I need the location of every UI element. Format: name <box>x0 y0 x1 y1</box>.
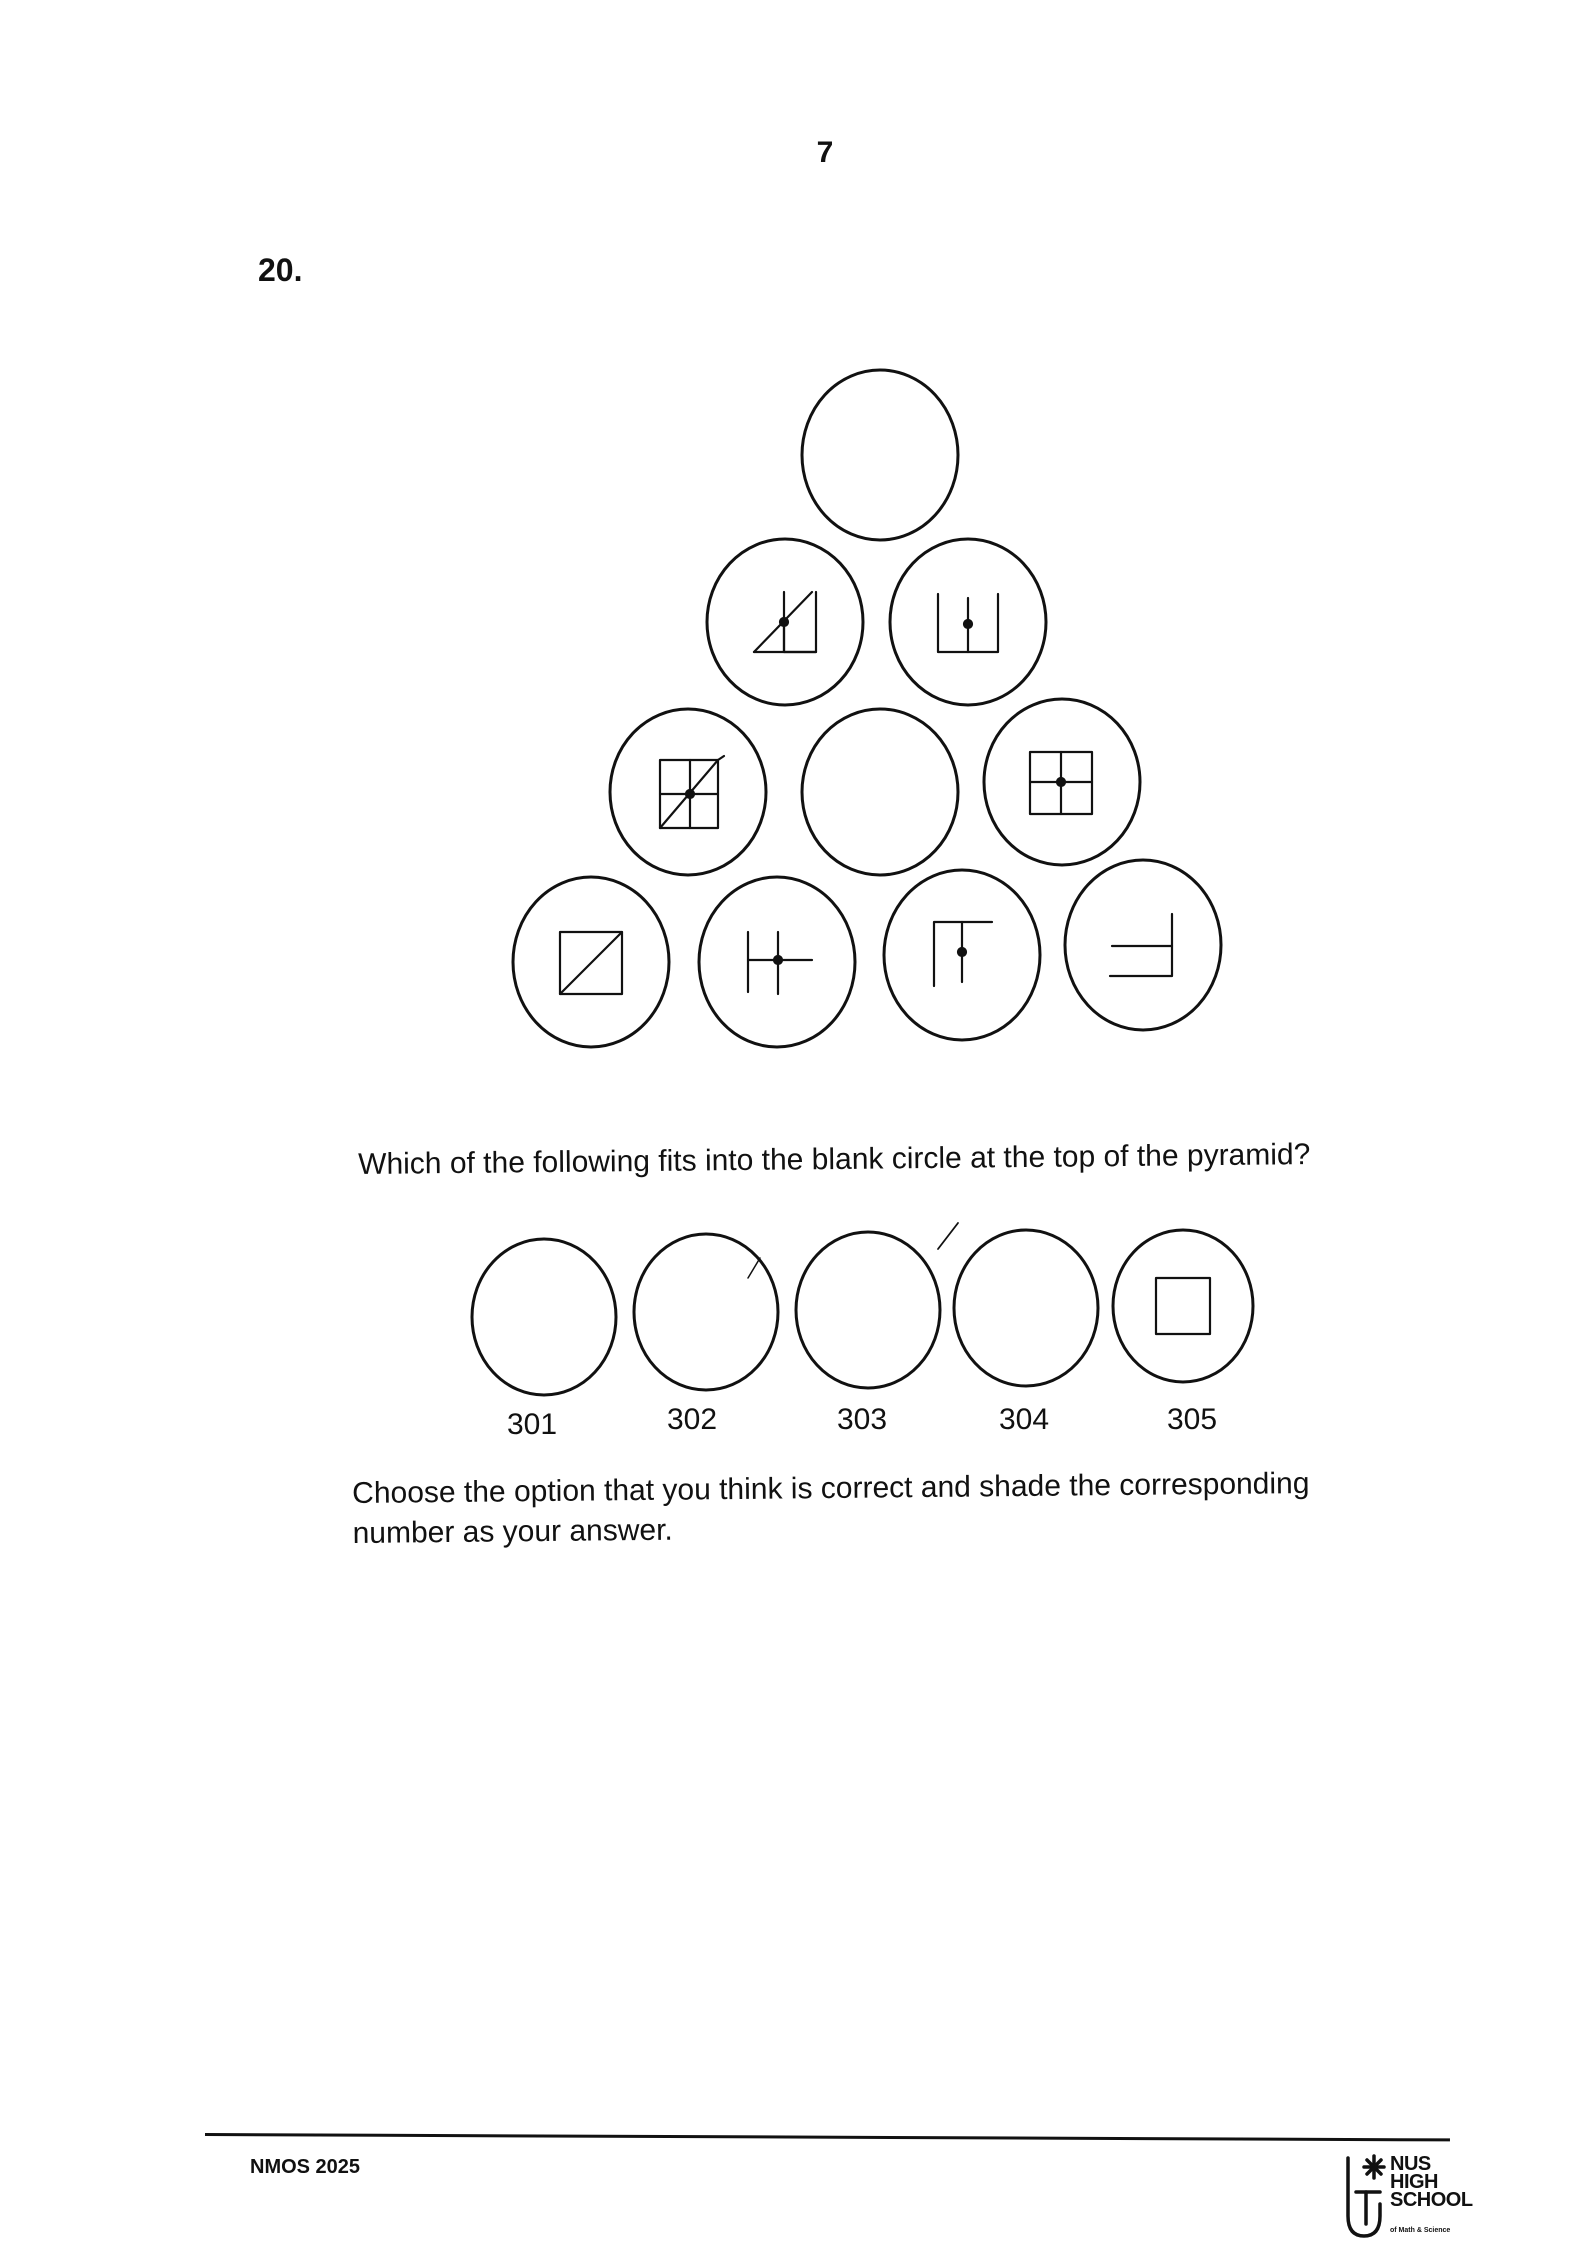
logo-text-line-3: SCHOOL <box>1390 2189 1473 2211</box>
option-label-302[interactable]: 302 <box>666 1403 718 1436</box>
school-logo <box>1340 2150 1480 2242</box>
pyramid-circle-middle-blank <box>802 709 958 875</box>
question-number: 20. <box>258 252 303 288</box>
dot-icon <box>1057 778 1065 786</box>
dot-icon <box>964 620 972 628</box>
dot-icon <box>958 948 966 956</box>
pyramid-circle-top-blank <box>802 370 958 540</box>
slash-mark <box>938 1223 958 1249</box>
four-quadrant-symbol <box>1030 752 1092 814</box>
open-bottom-box-symbol <box>934 922 992 986</box>
square-diagonal-symbol <box>560 932 622 994</box>
dot-icon <box>774 956 782 964</box>
pyramid-circle-row4-3 <box>884 870 1040 1040</box>
school-crest-icon <box>1340 2150 1388 2242</box>
logo-subtext: of Math & Science <box>1390 2227 1451 2234</box>
option-circle-303[interactable] <box>796 1232 940 1388</box>
footer-rule <box>205 2133 1450 2141</box>
option-circle-301[interactable] <box>472 1239 616 1395</box>
pyramid-circle-row4-4 <box>1065 860 1221 1030</box>
pyramid-circle-row3-left <box>610 709 766 875</box>
cross-bar-symbol <box>748 932 812 994</box>
option-circle-302[interactable] <box>634 1234 778 1390</box>
option-label-305[interactable]: 305 <box>1166 1403 1218 1436</box>
dot-icon <box>780 618 788 626</box>
box-diagonal-symbol <box>754 592 816 652</box>
footer-exam-name: NMOS 2025 <box>250 2156 361 2178</box>
open-left-box-symbol <box>1110 914 1172 976</box>
option-label-303[interactable]: 303 <box>836 1403 888 1436</box>
pyramid-circle-row3-right <box>984 699 1140 865</box>
option-label-301[interactable]: 301 <box>506 1408 558 1441</box>
page-number: 7 <box>816 136 834 169</box>
grid-diagonal-symbol <box>660 756 724 828</box>
logo-text-line-2: HIGH <box>1390 2171 1438 2193</box>
square-symbol <box>1156 1278 1210 1334</box>
pyramid-circle-row2-left <box>707 539 863 705</box>
option-label-304[interactable]: 304 <box>998 1403 1050 1436</box>
instruction-text <box>352 1464 1353 1554</box>
option-circle-304[interactable] <box>938 1223 1098 1386</box>
logo-text-line-1: NUS <box>1390 2153 1431 2175</box>
question-text: Which of the following fits into the blank circle at the top of the pyramid? <box>358 1138 1311 1181</box>
box-center-line-symbol <box>938 594 998 652</box>
instruction-line-1: Choose the option that you think is correct and shade the corresponding <box>352 1466 1310 1510</box>
tick-mark <box>748 1258 760 1278</box>
option-circle-305[interactable] <box>1113 1230 1253 1382</box>
pyramid-circle-row2-right <box>890 539 1046 705</box>
pyramid-circle-row4-1 <box>513 877 669 1047</box>
instruction-line-2: number as your answer. <box>352 1513 673 1550</box>
dot-icon <box>686 790 694 798</box>
pyramid-circle-row4-2 <box>699 877 855 1047</box>
